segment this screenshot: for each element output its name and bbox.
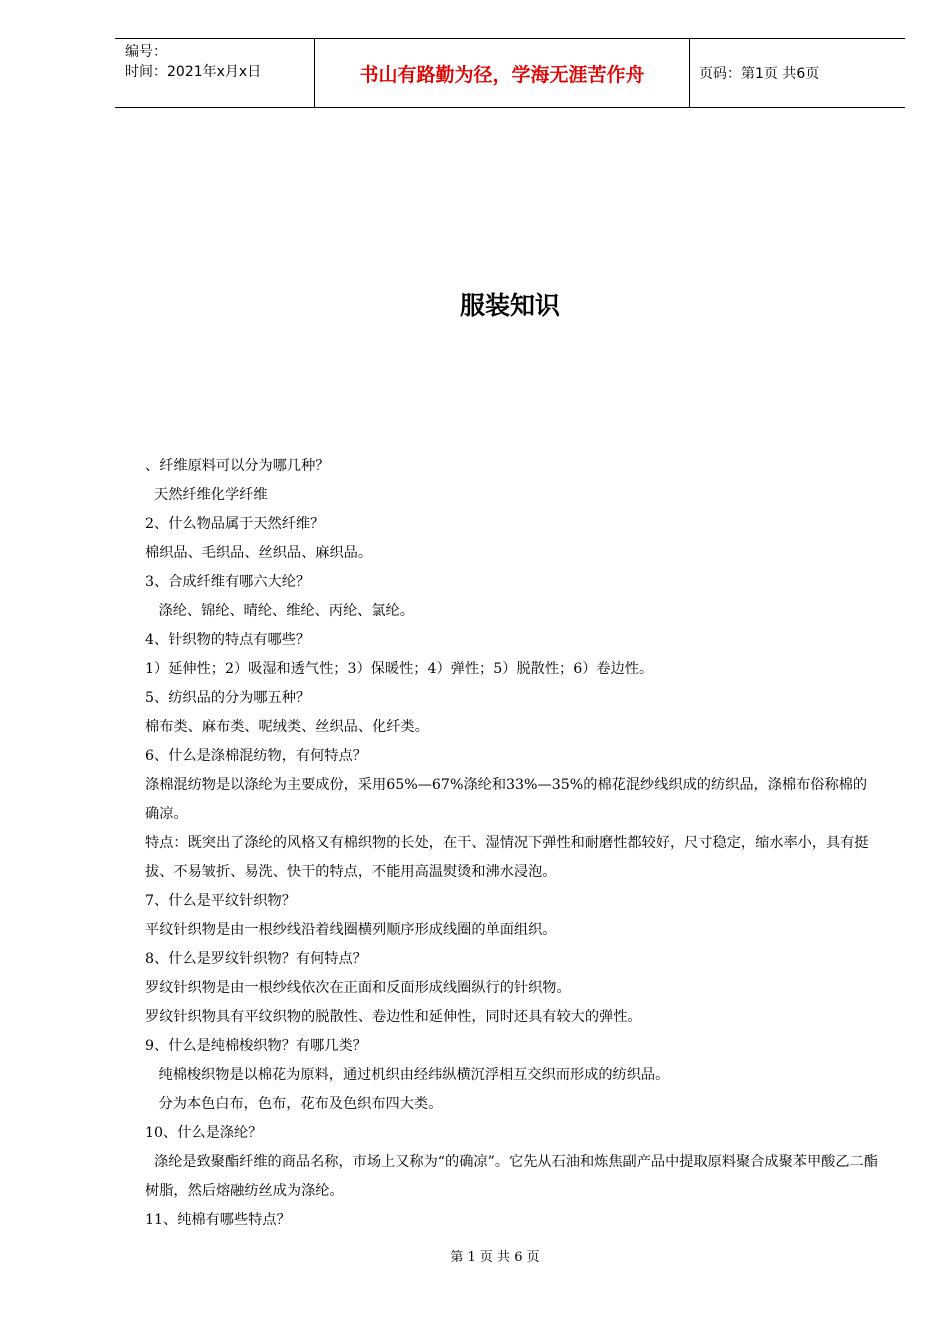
body-line: 10、什么是涤纶？ [145,1125,263,1141]
body-line: 平纹针织物是由一根纱线沿着线圈横列顺序形成线圈的单面组织。 [145,922,557,938]
body-line: 8、什么是罗纹针织物？有何特点？ [145,951,367,967]
header-meta [115,39,315,107]
body-line: 涤纶是致聚酯纤维的商品名称，市场上又称为“的确凉”。它先从石油和炼焦副产品中提取原料聚合成聚苯甲酸乙二酯树脂，然后熔融纺丝成为涤纶。 [145,1154,878,1199]
body-line: 罗纹针织物具有平纹织物的脱散性、卷边性和延伸性，同时还具有较大的弹性。 [145,1009,642,1025]
header-page-info: 页码：第1页 共6页 [699,66,820,82]
body-line: 6、什么是涤棉混纺物，有何特点？ [145,748,367,764]
body-line: 11、纯棉有哪些特点？ [145,1212,291,1228]
body-line: 纯棉梭织物是以棉花为原料，通过机织由经纬纵横沉浮相互交织而形成的纺织品。 [145,1067,670,1083]
body-line: 棉布类、麻布类、呢绒类、丝织品、化纤类。 [145,719,429,735]
page-header [115,38,905,108]
body-line: 9、什么是纯棉梭织物？有哪几类？ [145,1038,367,1054]
body-line: 、纤维原料可以分为哪几种？ [145,458,330,474]
body-line: 2、什么物品属于天然纤维？ [145,516,325,532]
time-label: 时间：2021年x月x日 [125,64,262,80]
document-title: 服装知识 [459,291,560,320]
body-line: 涤纶、锦纶、晴纶、维纶、丙纶、氯纶。 [145,603,414,619]
body-line: 棉织品、毛织品、丝织品、麻织品。 [145,545,373,561]
body-line: 1）延伸性；2）吸湿和透气性；3）保暖性；4）弹性；5）脱散性；6）卷边性。 [145,661,654,677]
document-body [145,452,880,1235]
body-line: 3、合成纤维有哪六大纶？ [145,574,311,590]
page-footer: 第 1 页 共 6 页 [450,1250,540,1265]
body-line: 4、针织物的特点有哪些？ [145,632,311,648]
number-label: 编号： [125,44,167,60]
body-line: 涤棉混纺物是以涤纶为主要成份，采用65%—67%涤纶和33%—35%的棉花混纱线织成的纺织品，涤棉布俗称棉的确凉。 [145,777,868,822]
body-line: 天然纤维化学纤维 [145,487,268,503]
body-line: 分为本色白布，色布，花布及色织布四大类。 [145,1096,443,1112]
body-line: 5、纺织品的分为哪五种？ [145,690,311,706]
header-motto: 书山有路勤为径，学海无涯苦作舟 [315,39,690,107]
body-line: 7、什么是平纹针织物？ [145,893,296,909]
body-line: 罗纹针织物是由一根纱线依次在正面和反面形成线圈纵行的针织物。 [145,980,571,996]
body-line: 特点：既突出了涤纶的风格又有棉织物的长处，在干、湿情况下弹性和耐磨性都较好，尺寸稳定，缩水率小，具有挺拔、不易皱折、易洗、快干的特点，不能用高温熨烫和沸水浸泡。 [145,835,869,880]
